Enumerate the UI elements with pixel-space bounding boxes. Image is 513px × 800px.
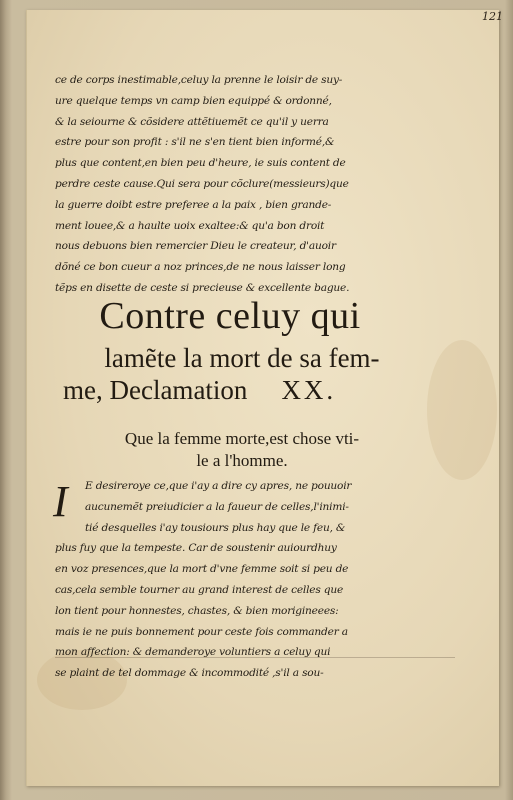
text-line: mon affection: & demanderoye voluntiers a celuy qui xyxy=(55,646,331,659)
subheading-line-2: le a l'homme. xyxy=(196,451,288,470)
text-line: estre pour son profit : s'il ne s'en tient bien informé,& xyxy=(55,136,335,149)
subheading xyxy=(87,428,397,472)
text-line: plus fuy que la tempeste. Car de soustenir auiourdhuy xyxy=(55,542,337,555)
top-paragraph xyxy=(55,70,455,299)
text-line: & la seiourne & cõsidere attẽtiuemẽt ce qu'il y uerra xyxy=(55,115,329,128)
body-paragraph xyxy=(55,476,455,684)
text-line: ure quelque temps vn camp bien equippé & ordonné, xyxy=(55,94,332,107)
text-line: dõné ce bon cueur a noz princes,de ne nous laisser long xyxy=(55,261,346,274)
print-edge xyxy=(55,657,455,658)
text-line: tẽps en disette de ceste si precieuse & excellente bague. xyxy=(55,281,350,294)
text-line: ce de corps inestimable,celuy la prenne le loisir de suy- xyxy=(55,74,343,86)
text-line: se plaint de tel dommage & incommodité ,s'il a sou- xyxy=(55,667,324,680)
text-line: mais ie ne puis bonnement pour ceste fois commander a xyxy=(55,625,348,638)
drop-cap: I xyxy=(53,477,68,526)
heading-line-3 xyxy=(63,375,403,406)
text-line: tié desquelles i'ay tousiours plus hay que le feu, & xyxy=(85,521,346,534)
text-line: aucunemẽt preiudicier a la faueur de celles,l'inimi- xyxy=(85,500,349,513)
subheading-line-1: Que la femme morte,est chose vti- xyxy=(124,429,360,448)
text-line: nous debuons bien remercier Dieu le createur, d'auoir xyxy=(55,240,336,253)
text-line: cas,cela semble tourner au grand interest de celles que xyxy=(55,583,344,596)
text-line: en voz presences,que la mort d'vne femme soit si peu de xyxy=(55,563,349,576)
text-line: perdre ceste cause.Qui sera pour cõclure(messieurs)que xyxy=(55,177,349,190)
text-line: plus que content,en bien peu d'heure, ie suis content de xyxy=(55,157,346,170)
declamation-number: XX. xyxy=(281,375,337,405)
text-line: ment louee,& a haulte uoix exaltee:& qu'a bon droit xyxy=(55,219,325,232)
page-number: 121 xyxy=(482,10,503,23)
heading-text: me, Declamation xyxy=(63,375,248,405)
book-page xyxy=(26,10,503,786)
heading-line-2: lamẽte la mort de sa fem- xyxy=(104,343,380,373)
text-line: E desireroye ce,que i'ay a dire cy apres, ne pouuoir xyxy=(85,480,352,492)
text-line: la guerre doibt estre preferee a la paix , bien grande- xyxy=(55,198,332,211)
text-line: lon tient pour honnestes, chastes, & bien morigineees: xyxy=(55,604,339,617)
heading-line-1: Contre celuy qui xyxy=(99,295,361,337)
paper-stain xyxy=(427,340,497,480)
